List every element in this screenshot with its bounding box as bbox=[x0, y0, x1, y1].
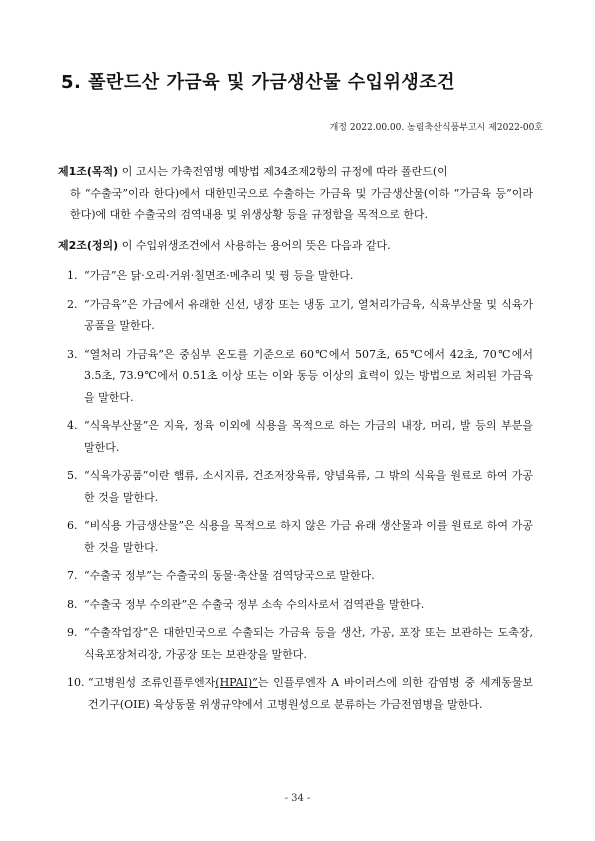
definition-number: 4. bbox=[67, 419, 78, 432]
definition-number: 3. bbox=[67, 347, 78, 361]
article-2-first-line: 이 수입위생조건에서 사용하는 용어의 뜻은 다음과 같다. bbox=[118, 238, 391, 252]
page-title: 5. 폴란드산 가금육 및 가금생산물 수입위생조건 bbox=[61, 72, 456, 93]
article-2-heading: 제2조(정의) bbox=[58, 238, 119, 252]
article-1-heading: 제1조(목적) bbox=[58, 165, 119, 178]
definition-text: “열처리 가금육”은 중심부 온도를 기준으로 60℃에서 507초, 65℃에서 42초, 70℃에서 3.5초, 73.9℃에서 0.51초 이상 또는 이와 동등 이상의 효력이 있는 방법으로 처리된 가금육을 말한다. bbox=[84, 347, 533, 404]
definition-text bbox=[88, 672, 533, 715]
definition-text: “수출국 정부”는 수출국의 동물·축산물 검역당국으로 말한다. bbox=[84, 569, 375, 582]
definitions-list bbox=[58, 265, 533, 715]
definition-number: 9. bbox=[67, 626, 78, 639]
article-1-continuation: 하 “수출국”이라 한다)에서 대한민국으로 수출하는 가금육 및 가금생산물(이하 “가금육 등”이라 한다)에 대한 수출국의 검역내용 및 위생상황 등을 규정함을 목적으로 한다. bbox=[70, 186, 533, 221]
definition-text: “가금육”은 가금에서 유래한 신선, 냉장 또는 냉동 고기, 열처리가금육, 식육부산물 및 식육가공품을 말한다. bbox=[84, 297, 533, 332]
page-number: - 34 - bbox=[284, 793, 311, 804]
amendment-note: 개정 2022.00.00. 농림축산식품부고시 제2022-00호 bbox=[329, 123, 543, 133]
definition-text: “식육가공품”이란 햄류, 소시지류, 건조저장육류, 양념육류, 그 밖의 식육을 원료로 하여 가공한 것을 말한다. bbox=[84, 469, 533, 504]
hpai-abbreviation: (HPAI)” bbox=[215, 676, 258, 689]
definition-item bbox=[67, 265, 533, 287]
definition-item bbox=[67, 344, 533, 409]
definition-text: “수출작업장”은 대한민국으로 수출되는 가금육 등을 생산, 가공, 포장 또는 보관하는 도축장, 식육포장처리장, 가공장 또는 보관장을 말한다. bbox=[84, 626, 533, 661]
definition-number: 7. bbox=[67, 569, 78, 582]
definition-number: 8. bbox=[67, 597, 78, 611]
article-1-first-line: 이 고시는 가축전염병 예방법 제34조제2항의 규정에 따라 폴란드(이 bbox=[118, 165, 448, 178]
definition-number: 1. bbox=[67, 269, 78, 282]
definition-item bbox=[67, 515, 533, 558]
definition-text: “수출국 정부 수의관”은 수출국 정부 소속 수의사로서 검역관을 말한다. bbox=[84, 597, 425, 611]
definition-item bbox=[67, 415, 533, 458]
definition-item bbox=[67, 565, 533, 587]
definition-text-after: 는 인플루엔자 A 바이러스에 의한 감염병 중 세계동물보건기구(OIE) 육상동물 위생규약에서 고병원성으로 분류하는 가금전염병을 말한다. bbox=[88, 676, 533, 711]
definition-text: “비식용 가금생산물”은 식용을 목적으로 하지 않은 가금 유래 생산물과 이를 원료로 하여 가공한 것을 말한다. bbox=[84, 519, 533, 554]
definition-text: “가금”은 닭·오리·거위·칠면조·메추리 및 꿩 등을 말한다. bbox=[84, 269, 354, 282]
definition-number: 10. bbox=[67, 676, 85, 689]
article-2 bbox=[58, 235, 533, 257]
article-1 bbox=[58, 161, 533, 226]
document-body bbox=[58, 161, 533, 722]
definition-text: “식육부산물”은 지육, 정육 이외에 식용을 목적으로 하는 가금의 내장, 머리, 발 등의 부분을 말한다. bbox=[84, 419, 533, 454]
definition-number: 6. bbox=[67, 519, 78, 532]
definition-text-before: “고병원성 조류인플루엔자 bbox=[88, 676, 216, 689]
definition-item bbox=[67, 672, 533, 715]
definition-item bbox=[67, 622, 533, 665]
definition-item bbox=[67, 294, 533, 337]
definition-number: 5. bbox=[67, 469, 78, 482]
definition-item bbox=[67, 594, 533, 616]
definition-item bbox=[67, 465, 533, 508]
definition-number: 2. bbox=[67, 297, 78, 311]
